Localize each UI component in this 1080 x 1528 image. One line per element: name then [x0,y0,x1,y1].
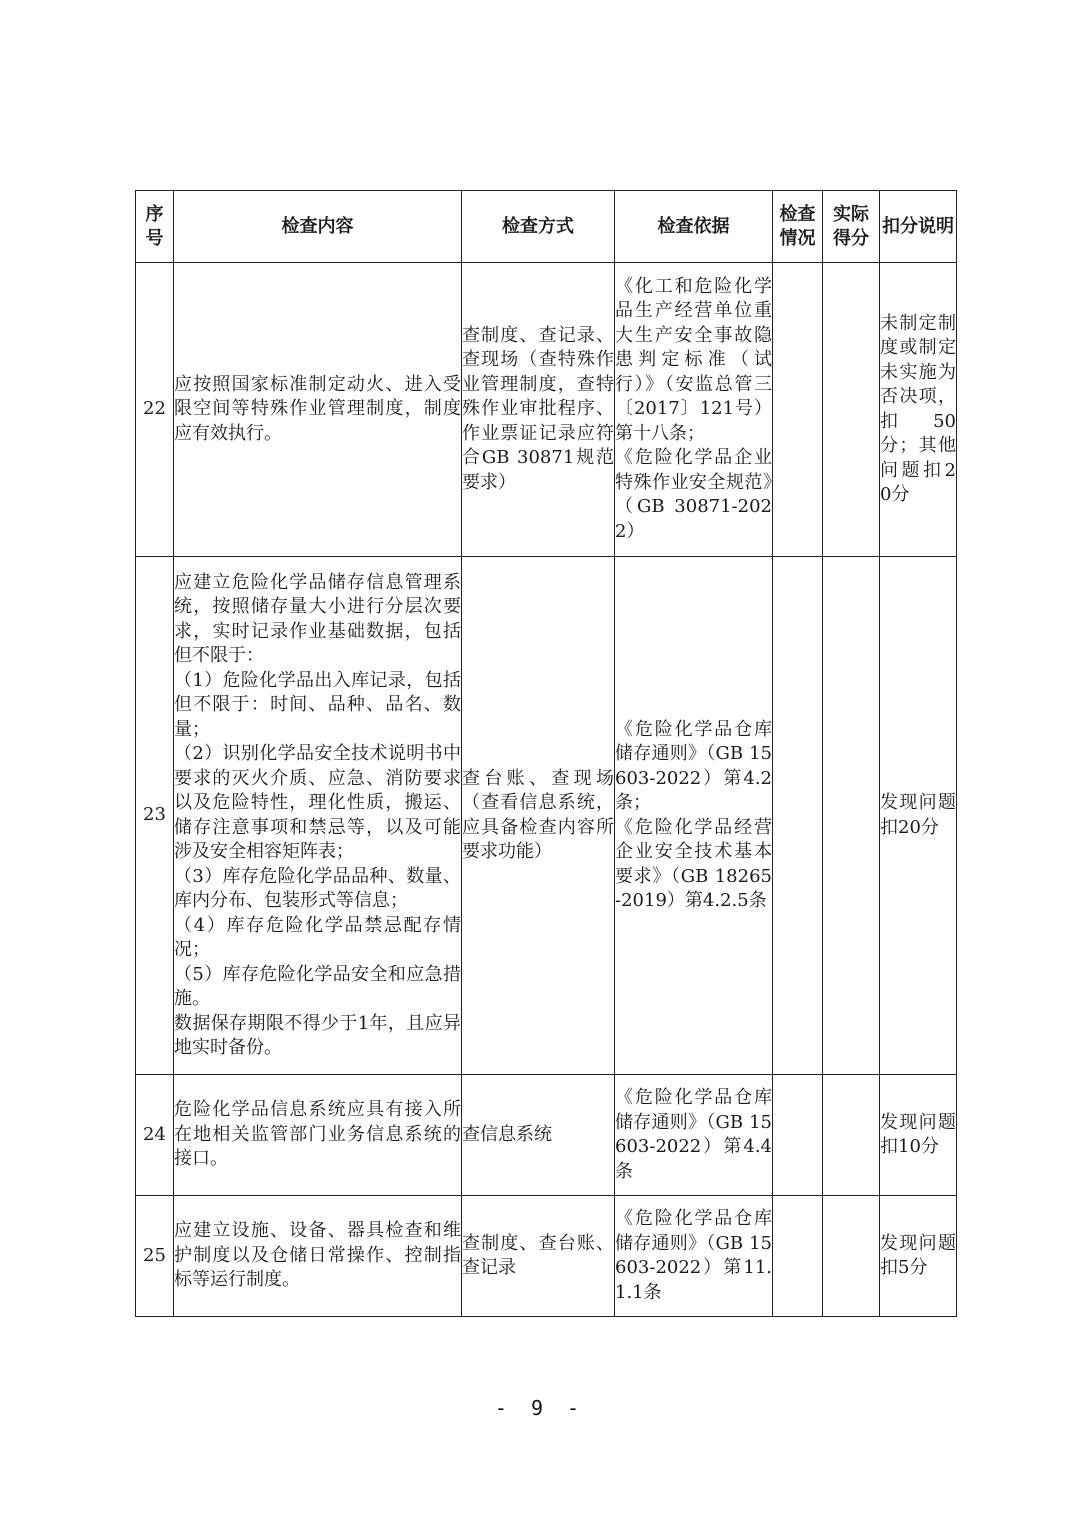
actual-score-cell[interactable] [823,557,880,1075]
check-method [462,557,615,1075]
deduction-line: 未制定制度或制定未实施为否决项，扣50分；其他问题扣20分 [880,312,956,505]
check-content [174,1196,462,1317]
header-deduction: 扣分说明 [880,191,957,263]
deduction-note [880,557,957,1075]
row-number: 22 [136,263,174,557]
check-basis [615,1196,773,1317]
header-score: 实际得分 [823,191,880,263]
header-method: 检查方式 [462,191,615,263]
method-line: 查台账、查现场（查看信息系统，应具备检查内容所要求功能） [462,767,614,862]
page-number: - 9 - [494,1396,586,1420]
content-line: （2）识别化学品安全技术说明书中要求的灭火介质、应急、消防要求以及危险特性，理化性质，搬运、储存注意事项和禁忌等，以及可能涉及安全相容矩阵表； [174,743,461,862]
table-row [136,557,957,1075]
row-number: 23 [136,557,174,1075]
check-content [174,1075,462,1196]
content-line: 应按照国家标准制定动火、进入受限空间等特殊作业管理制度，制度应有效执行。 [174,373,461,444]
table-row [136,1196,957,1317]
deduction-line: 发现问题扣10分 [880,1111,956,1157]
deduction-line: 发现问题扣5分 [880,1232,956,1278]
basis-line: 《危险化学品仓库储存通则》（GB 15603-2022）第11.1.1条 [615,1208,772,1303]
check-method [462,263,615,557]
row-number: 25 [136,1196,174,1317]
check-content [174,557,462,1075]
check-basis [615,1075,773,1196]
basis-line: 《化工和危险化学品生产经营单位重大生产安全事故隐患判定标准（试行）》（安监总管三〔2017〕121号）第十八条； [615,275,772,444]
content-line: 数据保存期限不得少于1年，且应异地实时备份。 [174,1012,461,1058]
check-basis [615,557,773,1075]
content-line: （5）库存危险化学品安全和应急措施。 [174,963,461,1009]
header-content: 检查内容 [174,191,462,263]
method-line: 查制度、查台账、查记录 [462,1232,614,1278]
check-content [174,263,462,557]
check-status-cell[interactable] [773,1196,823,1317]
content-line: 应建立设施、设备、器具检查和维护制度以及仓储日常操作、控制指标等运行制度。 [174,1220,461,1291]
actual-score-cell[interactable] [823,1196,880,1317]
basis-line: 《危险化学品经营企业安全技术基本要求》（GB 18265-2019）第4.2.5条 [615,816,772,911]
basis-line: 《危险化学品仓库储存通则》（GB 15603-2022）第4.4条 [615,1087,772,1182]
content-line: （1）危险化学品出入库记录，包括但不限于：时间、品种、品名、数量； [174,669,461,740]
content-line: （3）库存危险化学品品种、数量、库内分布、包装形式等信息； [174,865,461,911]
inspection-table [135,190,957,1317]
deduction-note [880,1075,957,1196]
basis-line: 《危险化学品仓库储存通则》（GB 15603-2022）第4.2条； [615,718,772,813]
row-number: 24 [136,1075,174,1196]
content-line: （4）库存危险化学品禁忌配存情况； [174,914,461,960]
check-basis [615,263,773,557]
table-row [136,1075,957,1196]
content-line: 应建立危险化学品储存信息管理系统，按照储存量大小进行分层次要求，实时记录作业基础数据，包括但不限于： [174,571,461,666]
content-line: 危险化学品信息系统应具有接入所在地相关监管部门业务信息系统的接口。 [174,1099,461,1170]
deduction-note [880,1196,957,1317]
check-method [462,1196,615,1317]
check-status-cell[interactable] [773,557,823,1075]
deduction-line: 发现问题扣20分 [880,792,956,838]
header-status: 检查情况 [773,191,823,263]
check-status-cell[interactable] [773,263,823,557]
header-no: 序号 [136,191,174,263]
header-basis: 检查依据 [615,191,773,263]
basis-line: 《危险化学品企业特殊作业安全规范》（GB 30871-2022） [615,447,772,542]
table-row [136,263,957,557]
check-method [462,1075,615,1196]
actual-score-cell[interactable] [823,1075,880,1196]
actual-score-cell[interactable] [823,263,880,557]
table-header-row [136,191,957,263]
method-line: 查信息系统 [462,1123,552,1145]
check-status-cell[interactable] [773,1075,823,1196]
method-line: 查制度、查记录、查现场（查特殊作业管理制度，查特殊作业审批程序、作业票证记录应符合GB 30871规范要求） [462,324,614,493]
deduction-note [880,263,957,557]
